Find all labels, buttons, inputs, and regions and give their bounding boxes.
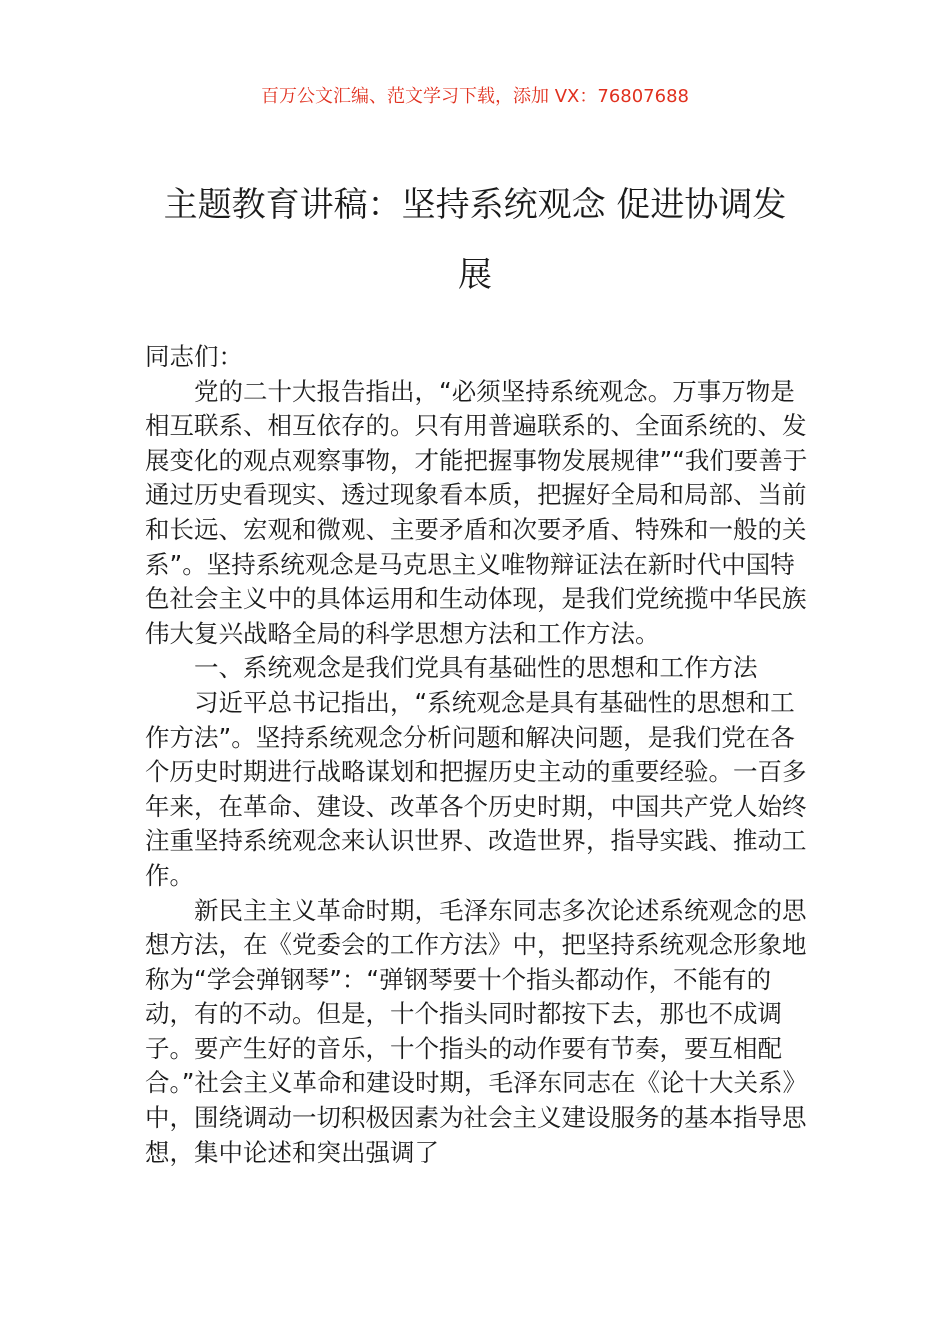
title-line-1: 主题教育讲稿：坚持系统观念 促进协调发 bbox=[163, 185, 787, 225]
document-body bbox=[145, 340, 810, 1170]
salutation: 同志们： bbox=[145, 342, 243, 371]
section-heading: 一、系统观念是我们党具有基础性的思想和工作方法 bbox=[194, 653, 758, 683]
paragraph: 党的二十大报告指出，“必须坚持系统观念。万事万物是相互联系、相互依存的。只有用普遍联系的、全面系统的、发展变化的观点观察事物，才能把握事物发展规律”“我们要善于通过历史看现实、透过现象看本质，把握好全局和局部、当前和长远、宏观和微观、主要矛盾和次要矛盾、特殊和一般的关系”。坚持系统观念是马克思主义唯物辩证法在新时代中国特色社会主义中的具体运用和生动体现，是我们党统揽中华民族伟大复兴战略全局的科学思想方法和工作方法。 bbox=[145, 376, 808, 648]
paragraph: 习近平总书记指出，“系统观念是具有基础性的思想和工作方法”。坚持系统观念分析问题和解决问题，是我们党在各个历史时期进行战略谋划和把握历史主动的重要经验。一百多年来，在革命、建设、改革各个历史时期，中国共产党人始终注重坚持系统观念来认识世界、改造世界，指导实践、推动工作。 bbox=[145, 687, 807, 890]
header-notice: 百万公文汇编、范文学习下载，添加 VX：76807688 bbox=[261, 86, 689, 107]
paragraph: 新民主主义革命时期，毛泽东同志多次论述系统观念的思想方法，在《党委会的工作方法》中，把坚持系统观念形象地称为“学会弹钢琴”：“弹钢琴要十个指头都动作，不能有的动，有的不动。但是，十个指头同时都按下去，那也不成调子。要产生好的音乐，十个指头的动作要有节奏，要互相配合。”社会主义革命和建设时期，毛泽东同志在《论十大关系》中，围绕调动一切积极因素为社会主义建设服务的基本指导思想，集中论述和突出强调了 bbox=[145, 895, 807, 1167]
title-line-2: 展 bbox=[458, 255, 492, 295]
page-title bbox=[120, 170, 830, 310]
